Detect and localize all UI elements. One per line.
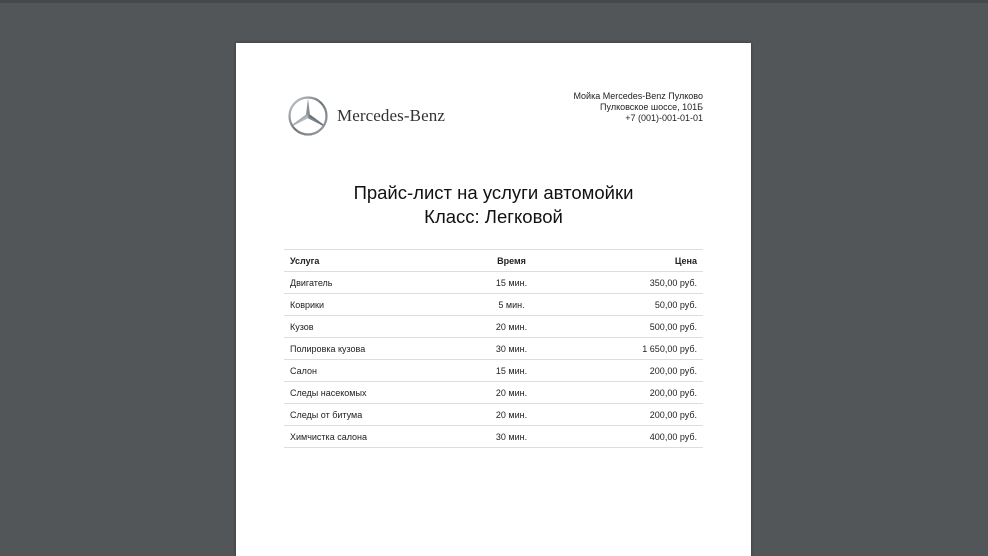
cell-time: 20 мин. bbox=[454, 382, 569, 404]
price-table bbox=[284, 249, 703, 448]
cell-price: 50,00 руб. bbox=[569, 294, 703, 316]
cell-service: Следы насекомых bbox=[284, 382, 454, 404]
document-page bbox=[236, 43, 751, 556]
cell-time: 15 мин. bbox=[454, 360, 569, 382]
header-service: Услуга bbox=[284, 250, 454, 272]
address-line-name: Мойка Mercedes-Benz Пулково bbox=[573, 91, 703, 101]
company-address bbox=[573, 91, 703, 124]
cell-service: Кузов bbox=[284, 316, 454, 338]
header-time: Время bbox=[454, 250, 569, 272]
cell-time: 15 мин. bbox=[454, 272, 569, 294]
header-price: Цена bbox=[569, 250, 703, 272]
cell-time: 20 мин. bbox=[454, 316, 569, 338]
cell-service: Двигатель bbox=[284, 272, 454, 294]
address-line-phone: +7 (001)-001-01-01 bbox=[625, 113, 703, 123]
company-logo bbox=[287, 95, 445, 137]
cell-service: Коврики bbox=[284, 294, 454, 316]
cell-service: Салон bbox=[284, 360, 454, 382]
title-line-class: Класс: Легковой bbox=[424, 206, 563, 227]
table-row bbox=[284, 382, 703, 404]
table-row bbox=[284, 426, 703, 448]
title-line-pricelist: Прайс-лист на услуги автомойки bbox=[353, 182, 634, 203]
table-header-row bbox=[284, 250, 703, 272]
viewer-top-edge bbox=[0, 0, 988, 3]
cell-service: Химчистка салона bbox=[284, 426, 454, 448]
cell-time: 20 мин. bbox=[454, 404, 569, 426]
table-row bbox=[284, 338, 703, 360]
table-row bbox=[284, 272, 703, 294]
cell-service: Следы от битума bbox=[284, 404, 454, 426]
cell-service: Полировка кузова bbox=[284, 338, 454, 360]
cell-time: 30 мин. bbox=[454, 426, 569, 448]
cell-price: 200,00 руб. bbox=[569, 404, 703, 426]
cell-price: 200,00 руб. bbox=[569, 360, 703, 382]
document-title bbox=[236, 181, 751, 229]
cell-time: 30 мин. bbox=[454, 338, 569, 360]
table-row bbox=[284, 404, 703, 426]
table-row bbox=[284, 360, 703, 382]
cell-price: 1 650,00 руб. bbox=[569, 338, 703, 360]
brand-name: Mercedes-Benz bbox=[337, 106, 445, 125]
table-row bbox=[284, 294, 703, 316]
cell-price: 500,00 руб. bbox=[569, 316, 703, 338]
cell-price: 400,00 руб. bbox=[569, 426, 703, 448]
table-row bbox=[284, 316, 703, 338]
address-line-street: Пулковское шоссе, 101Б bbox=[600, 102, 703, 112]
mercedes-star-icon bbox=[287, 95, 329, 137]
cell-time: 5 мин. bbox=[454, 294, 569, 316]
cell-price: 200,00 руб. bbox=[569, 382, 703, 404]
cell-price: 350,00 руб. bbox=[569, 272, 703, 294]
